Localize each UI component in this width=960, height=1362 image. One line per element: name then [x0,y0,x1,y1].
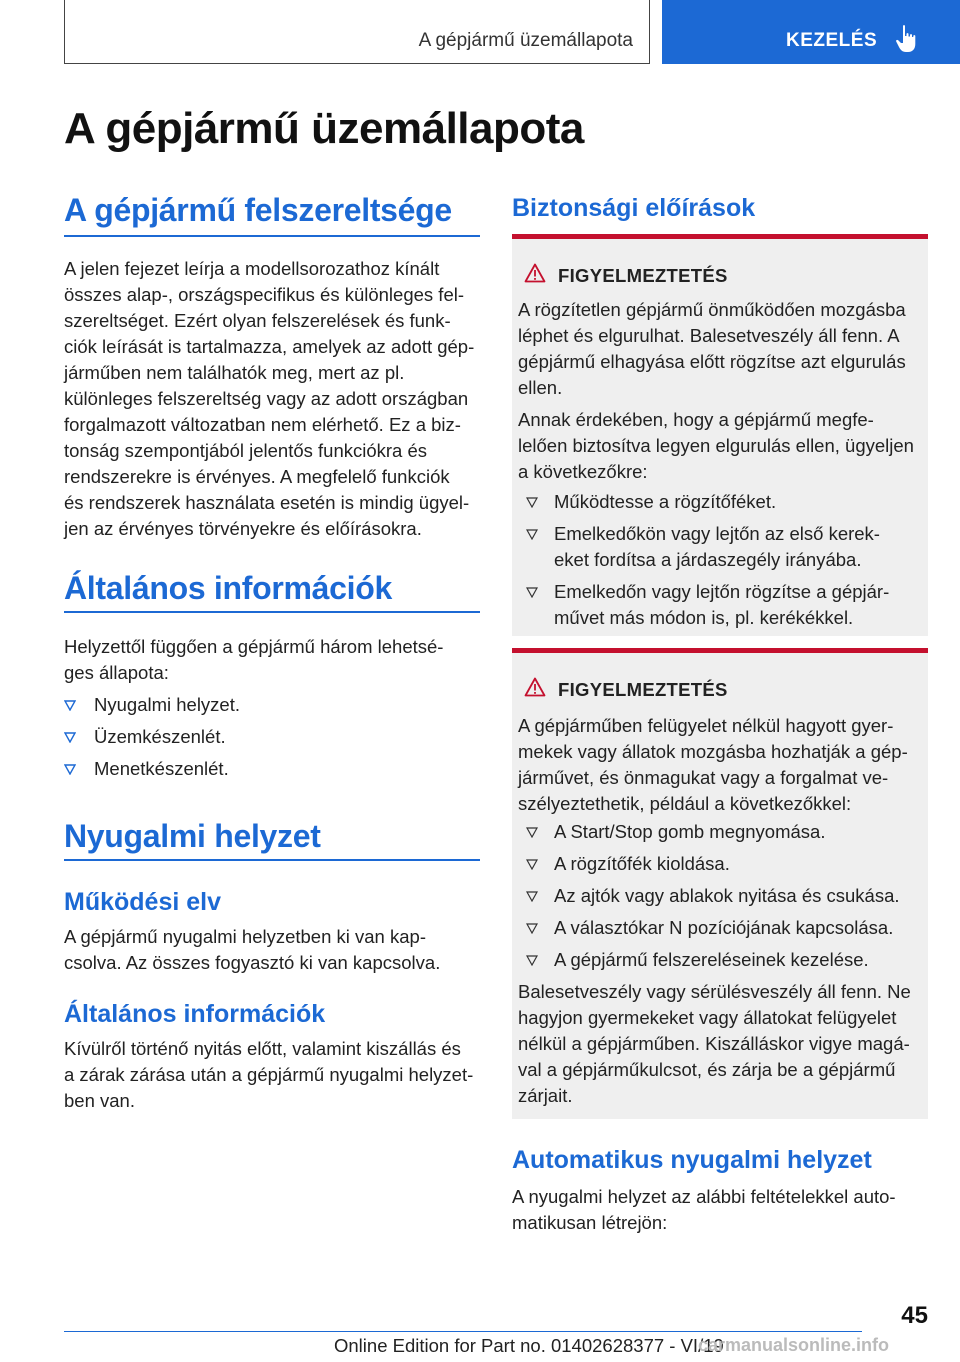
list-item: Üzemkészenlét. [64,724,484,750]
heading-general-info: Általános információk [64,570,392,606]
warning-title: FIGYELMEZTETÉS [558,679,728,700]
triangle-bullet-icon [64,764,76,775]
rest-state-info-paragraph: Kívülről történő nyitás előtt, valamint kiszállás és a zárak zárása után a gépjármű nyugalmi helyzet- ben van. [64,1038,474,1111]
heading-rule [64,859,480,861]
operating-principle-paragraph: A gépjármű nyugalmi helyzetben ki van kap- csolva. Az összes fogyasztó ki van kapcsolva. [64,926,441,973]
list-item: A Start/Stop gomb megnyomása. [512,819,928,845]
list-item: Nyugalmi helyzet. [64,692,484,718]
warning-list [512,489,928,637]
warning-box [512,648,928,1119]
warning-triangle-icon [524,263,546,283]
subheading-general-info: Általános információk [64,1000,326,1028]
heading-vehicle-equipment: A gépjármű felszereltsége [64,192,452,228]
triangle-bullet-icon [64,700,76,711]
warning-triangle-icon [524,677,546,697]
triangle-bullet-icon [64,732,76,743]
triangle-bullet-icon [526,891,538,902]
list-item: A gépjármű felszereléseinek kezelése. [512,947,928,973]
heading-rest-state: Nyugalmi helyzet [64,818,321,854]
list-item: Emelkedőn vagy lejtőn rögzítse a gépjár- művet más módon is, pl. kerékékkel. [512,579,928,631]
triangle-bullet-icon [526,827,538,838]
list-item: A választókar N pozíciójának kapcsolása. [512,915,928,941]
triangle-bullet-icon [526,859,538,870]
footer-rule [64,1331,862,1332]
triangle-bullet-icon [526,955,538,966]
automatic-rest-state-paragraph: A nyugalmi helyzet az alábbi feltételekkel auto- matikusan létrejön: [512,1186,896,1233]
warning-list [512,819,928,979]
heading-safety-instructions: Biztonsági előírások [512,194,756,222]
warning-paragraph: A rögzítetlen gépjármű önműködően mozgásba léphet és elgurulhat. Balesetveszély áll fenn. A gépjármű elhagyása előtt rögzítse azt elgurulás ellen. [518,299,906,398]
header-section-tab [662,0,960,64]
header-chapter-title: A gépjármű üzemállapota [418,30,633,51]
page-number: 45 [901,1302,928,1329]
general-info-paragraph: Helyzettől függően a gépjármű három lehetsé- ges állapota: [64,636,444,683]
watermark: carmanualsonline.info [698,1335,890,1355]
subheading-operating-principle: Működési elv [64,888,221,916]
list-item: Működtesse a rögzítőféket. [512,489,928,515]
heading-rule [64,611,480,613]
list-item: Emelkedőkön vagy lejtőn az első kerek- eket fordítsa a járdaszegély irányába. [512,521,928,573]
footer-edition: Online Edition for Part no. 01402628377 - VI/19 [334,1335,724,1356]
triangle-bullet-icon [526,497,538,508]
warning-paragraph: Balesetveszély vagy sérülésveszély áll fenn. Ne hagyjon gyermekeket vagy állatokat felügyelet nélkül a gépjárműben. Kiszálláskor vigye magá- val a gépjárműkulcsot, és zárja be a gépjármű zárjait. [518,981,911,1106]
equipment-paragraph: A jelen fejezet leírja a modellsorozathoz kínált összes alap-, országspecifikus és különleges fel- szereltséget. Ezért olyan felszerelések és funk- ciók leírását is tartalmazza, amelyek az adott gép- járműben nem találhatók meg, mert az pl. különleges felszereltség vagy az adott országban forgalmazott változatban nem elérhető. Ez a biz- tonság szempontjából jelentős funkciókra és rendszerekre is érvényes. A megfelelő funkciók és rendszerek használata esetén is mindig ügyel- jen az érvényes törvényekre és előírásokra. [64,258,475,539]
subheading-automatic-rest-state: Automatikus nyugalmi helyzet [512,1146,872,1174]
header-chapter-box [64,0,650,64]
pointing-hand-icon [894,24,918,54]
warning-title: FIGYELMEZTETÉS [558,265,728,286]
list-item: A rögzítőfék kioldása. [512,851,928,877]
page-title: A gépjármű üzemállapota [64,104,584,153]
warning-paragraph: Annak érdekében, hogy a gépjármű megfe- lelően biztosítva legyen elgurulás ellen, ügyeljen a következőkre: [518,409,914,482]
warning-paragraph: A gépjárműben felügyelet nélkül hagyott gyer- mekek vagy állatok mozgásba hozhatják a gép- járművet, és önmagukat vagy a forgalmat ve- szélyeztethetik, például a következőkkel: [518,715,908,814]
state-list [64,692,484,788]
triangle-bullet-icon [526,529,538,540]
header-section-label: KEZELÉS [786,30,878,51]
list-item: Az ajtók vagy ablakok nyitása és csukása. [512,883,928,909]
list-item: Menetkészenlét. [64,756,484,782]
triangle-bullet-icon [526,923,538,934]
triangle-bullet-icon [526,587,538,598]
warning-box [512,234,928,636]
heading-rule [64,235,480,237]
